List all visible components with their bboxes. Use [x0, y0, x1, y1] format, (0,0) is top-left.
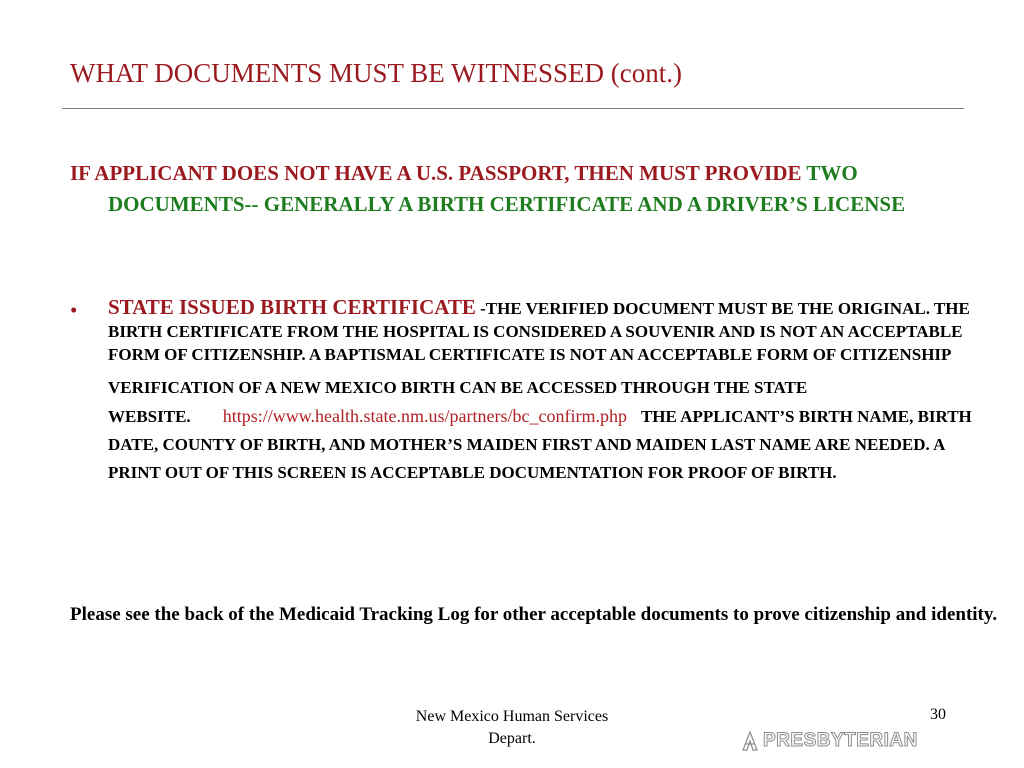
bullet-paragraph-2: [108, 374, 1000, 487]
bullet-body: -THE VERIFIED DOCUMENT MUST BE THE ORIGINAL. THE BIRTH CERTIFICATE FROM THE HOSPITAL IS CONSIDERED A SOUVENIR AND IS NOT AN ACCEPTABLE FORM OF CITIZENSHIP. A BAPTISMAL CERTIFICATE IS NOT AN ACCEPTABLE FORM OF CITIZENSHIP: [108, 299, 970, 364]
logo-text: PRESBYTERIAN: [763, 730, 918, 751]
intro-red-text: IF APPLICANT DOES NOT HAVE A U.S. PASSPORT, THEN MUST PROVIDE: [70, 161, 807, 185]
footer-line-1: New Mexico Human Services: [415, 708, 609, 725]
bullet-lead: STATE ISSUED BIRTH CERTIFICATE: [108, 295, 476, 319]
verification-post-text: THE APPLICANT’S BIRTH NAME, BIRTH DATE, COUNTY OF BIRTH, AND MOTHER’S MAIDEN FIRST AND MAIDEN LAST NAME ARE NEEDED. A PRINT OUT OF THIS SCREEN IS ACCEPTABLE DOCUMENTATION FOR PROOF OF BIRTH.: [108, 407, 972, 482]
presbyterian-logo: [740, 729, 918, 753]
footer-organization: [382, 706, 642, 750]
birth-certificate-bullet: [70, 296, 1000, 487]
birth-confirm-link[interactable]: https://www.health.state.nm.us/partners/bc_confirm.php: [222, 406, 627, 426]
footer-line-2: Depart.: [488, 730, 536, 747]
bullet-paragraph-1: [108, 296, 1000, 366]
verification-text: VERIFICATION OF A NEW MEXICO BIRTH CAN BE ACCESSED THROUGH THE STATE WEBSITE.: [108, 378, 808, 426]
bullet-symbol: •: [70, 298, 78, 322]
presbyterian-logo-icon: [740, 730, 760, 752]
slide-title: WHAT DOCUMENTS MUST BE WITNESSED (cont.): [70, 58, 682, 88]
intro-paragraph: [70, 158, 995, 220]
closing-paragraph: Please see the back of the Medicaid Tracking Log for other acceptable documents to prove citizenship and identity.: [70, 604, 998, 625]
page-number: 30: [930, 706, 946, 723]
intro-green-text: TWO DOCUMENTS-- GENERALLY A BIRTH CERTIFICATE AND A DRIVER’S LICENSE: [108, 161, 906, 216]
title-divider: [62, 108, 964, 109]
bullet-content: [108, 296, 1000, 487]
